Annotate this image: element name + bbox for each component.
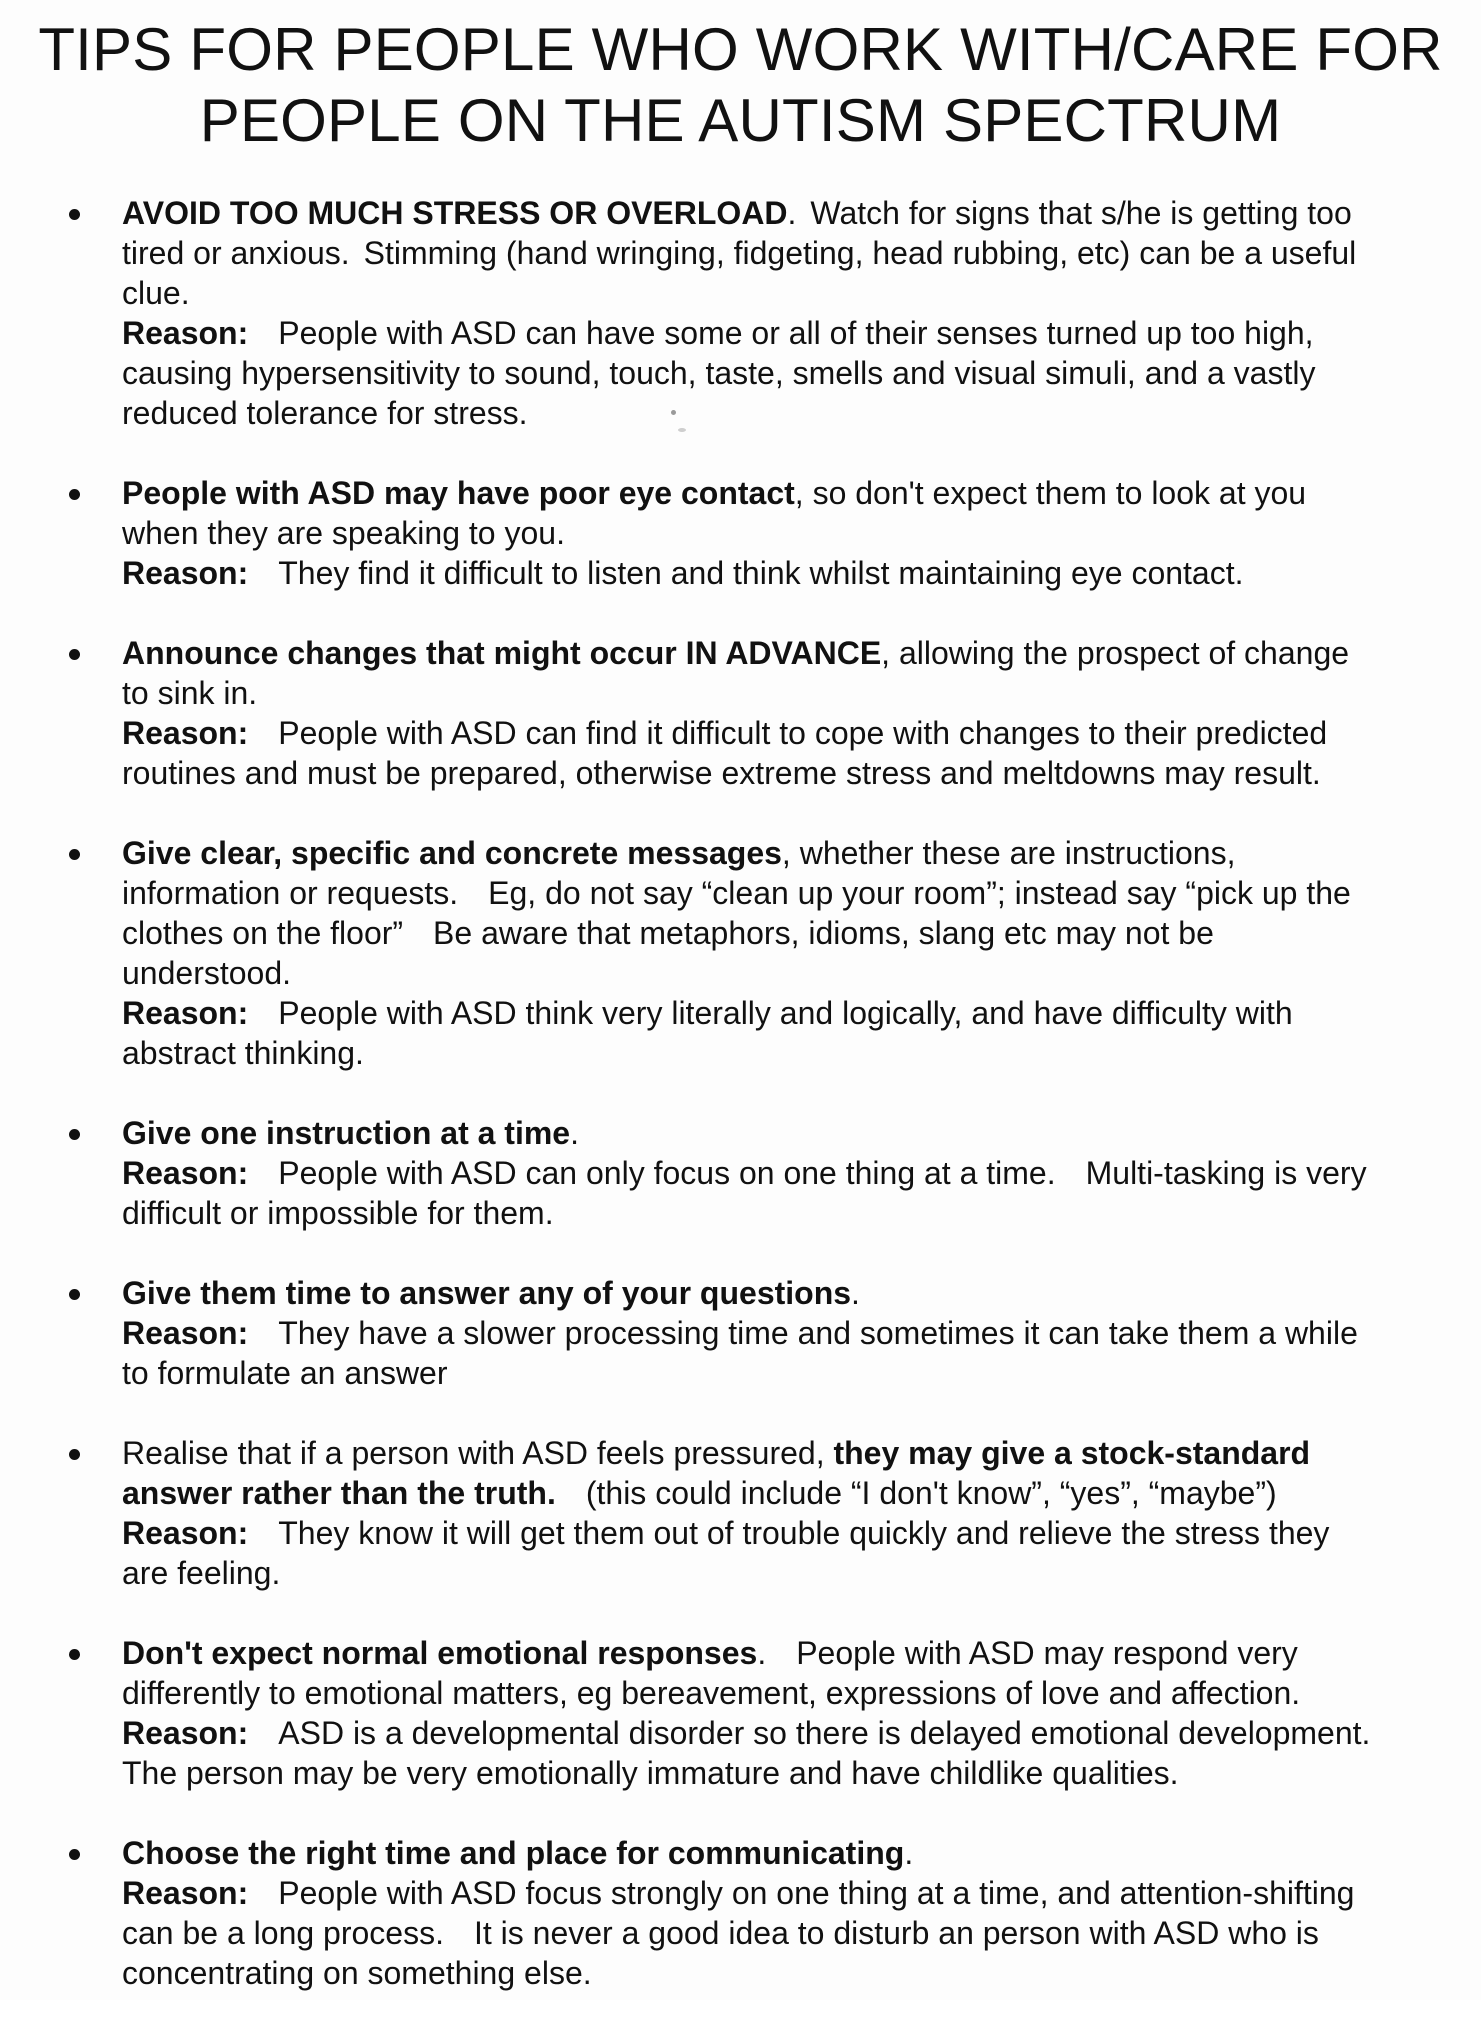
reason-line: concentrating on something else. xyxy=(122,1955,592,1991)
tip-line xyxy=(122,913,1471,953)
reason-label: Reason: xyxy=(122,715,249,751)
bullet-icon xyxy=(69,649,80,660)
tips-list xyxy=(0,193,1481,2033)
tip-text: clothes on the floor” xyxy=(122,915,404,951)
reason-line xyxy=(122,1873,1471,1913)
tip-item xyxy=(0,833,1481,1073)
tip-line xyxy=(122,1273,1471,1313)
reason-text: They find it difficult to listen and think whilst maintaining eye contact. xyxy=(278,555,1244,591)
tip-heading: AVOID TOO MUCH STRESS OR OVERLOAD xyxy=(122,195,788,231)
reason-text: People with ASD can find it difficult to cope with changes to their predicted xyxy=(278,715,1328,751)
tip-text: Watch for signs that s/he is getting too xyxy=(810,195,1352,231)
tip-text: . xyxy=(757,1635,767,1671)
reason-line: to formulate an answer xyxy=(122,1355,448,1391)
tip-item xyxy=(0,1273,1481,1393)
tip-line xyxy=(122,633,1471,673)
tip-text: Realise that if a person with ASD feels pressured, xyxy=(122,1435,834,1471)
reason-label: Reason: xyxy=(122,995,249,1031)
reason-text: Multi-tasking is very xyxy=(1085,1155,1367,1191)
reason-text: People with ASD focus strongly on one thing at a time, and attention-shifting xyxy=(278,1875,1355,1911)
tip-text: . xyxy=(787,195,797,231)
bullet-icon xyxy=(69,1649,80,1660)
reason-line: causing hypersensitivity to sound, touch, taste, smells and visual simuli, and a vastly xyxy=(122,355,1316,391)
reason-line xyxy=(122,1513,1471,1553)
tip-text: Stimming (hand wringing, fidgeting, head rubbing, etc) can be a useful xyxy=(363,235,1357,271)
tip-heading: Don't expect normal emotional responses xyxy=(122,1635,758,1671)
tip-line xyxy=(122,833,1471,873)
reason-line xyxy=(122,993,1471,1033)
bullet-icon xyxy=(69,1289,80,1300)
reason-line xyxy=(122,313,1471,353)
tip-item xyxy=(0,193,1481,433)
reason-line: are feeling. xyxy=(122,1555,281,1591)
tip-item xyxy=(0,1433,1481,1593)
tip-item xyxy=(0,473,1481,593)
tip-line xyxy=(122,233,1471,273)
reason-line xyxy=(122,553,1471,593)
reason-label: Reason: xyxy=(122,315,249,351)
tip-line: clue. xyxy=(122,275,190,311)
tip-heading: Give them time to answer any of your questions xyxy=(122,1275,852,1311)
reason-text: They know it will get them out of trouble quickly and relieve the stress they xyxy=(278,1515,1330,1551)
tip-heading: Choose the right time and place for communicating xyxy=(122,1835,905,1871)
reason-text: They have a slower processing time and sometimes it can take them a while xyxy=(278,1315,1358,1351)
tip-item xyxy=(0,1833,1481,1993)
reason-line xyxy=(122,1313,1471,1353)
tip-item xyxy=(0,1633,1481,1793)
tip-line: differently to emotional matters, eg bereavement, expressions of love and affection. xyxy=(122,1675,1301,1711)
tip-text: . xyxy=(570,1115,579,1151)
tip-text: , so don't expect them to look at you xyxy=(794,475,1307,511)
reason-line: abstract thinking. xyxy=(122,1035,364,1071)
tip-heading: they may give a stock-standard xyxy=(833,1435,1311,1471)
reason-text: People with ASD can have some or all of their senses turned up too high, xyxy=(278,315,1314,351)
reason-label: Reason: xyxy=(122,1155,249,1191)
tip-line: understood. xyxy=(122,955,292,991)
tip-heading: Announce changes that might occur IN ADVANCE xyxy=(122,635,882,671)
reason-text: People with ASD can only focus on one thing at a time. xyxy=(278,1155,1056,1191)
title-line-2: PEOPLE ON THE AUTISM SPECTRUM xyxy=(199,87,1282,154)
tip-line xyxy=(122,193,1471,233)
reason-label: Reason: xyxy=(122,1315,249,1351)
tip-text: People with ASD may respond very xyxy=(796,1635,1298,1671)
reason-line: routines and must be prepared, otherwise extreme stress and meltdowns may result. xyxy=(122,755,1321,791)
tip-line xyxy=(122,1633,1471,1673)
tip-line xyxy=(122,1433,1471,1473)
reason-text: ASD is a developmental disorder so there is delayed emotional development. xyxy=(278,1715,1371,1751)
tip-item xyxy=(0,633,1481,793)
bullet-icon xyxy=(69,849,80,860)
reason-line: The person may be very emotionally immature and have childlike qualities. xyxy=(122,1755,1179,1791)
tip-heading: People with ASD may have poor eye contact xyxy=(122,475,795,511)
title-line-1: TIPS FOR PEOPLE WHO WORK WITH/CARE FOR xyxy=(38,16,1443,83)
tip-text: tired or anxious. xyxy=(122,235,350,271)
bullet-icon xyxy=(69,1129,80,1140)
tip-text: . xyxy=(851,1275,860,1311)
bullet-icon xyxy=(69,489,80,500)
reason-line: reduced tolerance for stress. xyxy=(122,395,528,431)
tip-heading: answer rather than the truth. xyxy=(122,1475,556,1511)
tip-line xyxy=(122,1833,1471,1873)
tip-line: to sink in. xyxy=(122,675,258,711)
tip-heading: Give one instruction at a time xyxy=(122,1115,571,1151)
page-title xyxy=(0,14,1481,156)
tip-line xyxy=(122,1473,1471,1513)
reason-label: Reason: xyxy=(122,1715,249,1751)
tip-text: (this could include “I don't know”, “yes”, “maybe”) xyxy=(585,1475,1277,1511)
bullet-icon xyxy=(69,1449,80,1460)
tip-text: information or requests. xyxy=(122,875,459,911)
reason-label: Reason: xyxy=(122,1515,249,1551)
tip-line xyxy=(122,1113,1471,1153)
reason-text: can be a long process. xyxy=(122,1915,444,1951)
tip-text: , whether these are instructions, xyxy=(781,835,1236,871)
tip-text: , allowing the prospect of change xyxy=(881,635,1350,671)
tip-text: Be aware that metaphors, idioms, slang etc may not be xyxy=(433,915,1214,951)
reason-line: difficult or impossible for them. xyxy=(122,1195,554,1231)
tip-text: Eg, do not say “clean up your room”; instead say “pick up the xyxy=(488,875,1351,911)
reason-label: Reason: xyxy=(122,1875,249,1911)
tip-line: when they are speaking to you. xyxy=(122,515,565,551)
bullet-icon xyxy=(69,209,80,220)
reason-text: It is never a good idea to disturb an person with ASD who is xyxy=(473,1915,1319,1951)
reason-line xyxy=(122,1913,1471,1953)
reason-line xyxy=(122,713,1471,753)
tip-text: . xyxy=(904,1835,914,1871)
bullet-icon xyxy=(69,1849,80,1860)
reason-text: People with ASD think very literally and logically, and have difficulty with xyxy=(278,995,1293,1031)
reason-line xyxy=(122,1153,1471,1193)
tip-item xyxy=(0,1113,1481,1233)
reason-label: Reason: xyxy=(122,555,249,591)
tip-line xyxy=(122,473,1471,513)
tip-heading: Give clear, specific and concrete messages xyxy=(122,835,782,871)
reason-line xyxy=(122,1713,1471,1753)
tip-line xyxy=(122,873,1471,913)
